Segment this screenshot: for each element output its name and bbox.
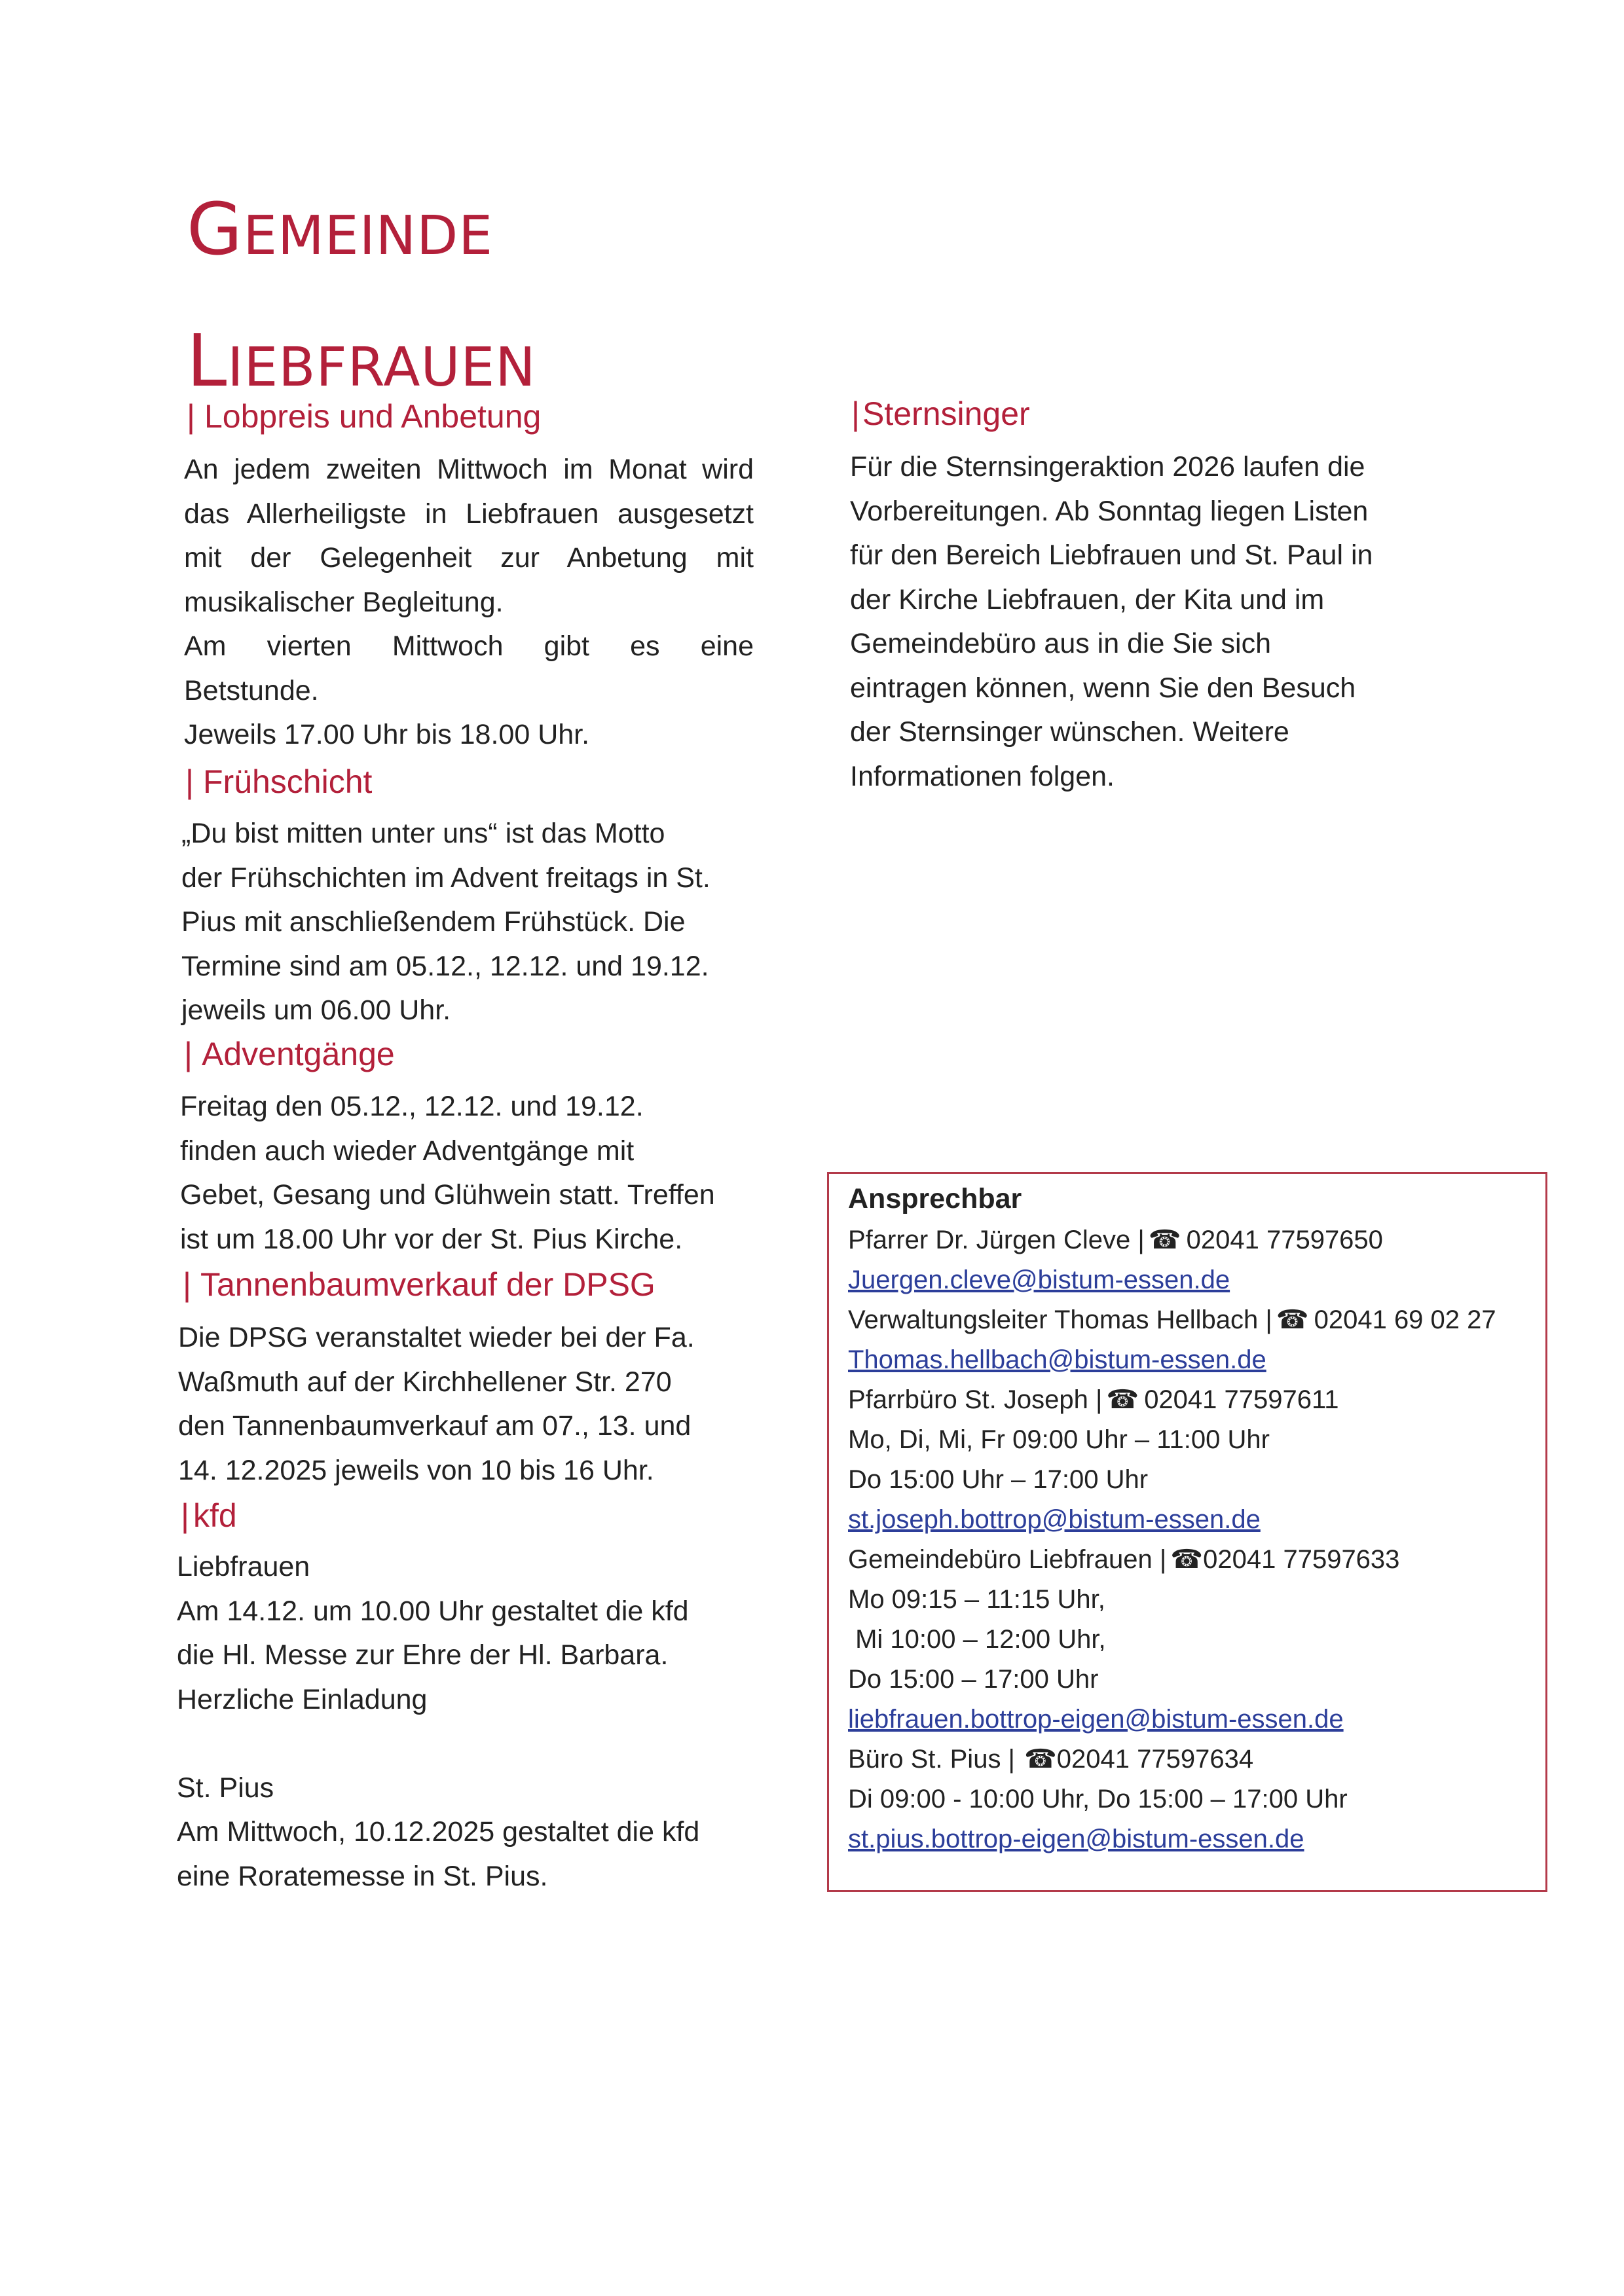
paragraph-kfd: Liebfrauen Am 14.12. um 10.00 Uhr gestaltet die kfd die Hl. Messe zur Ehre der Hl. Barbara. Herzliche Einladung St. Pius Am Mittwoch, 10.12.2025 gestaltet die kfd eine Roratemesse in St. Pius. xyxy=(177,1551,700,1892)
phone-icon: ☎ xyxy=(1024,1745,1057,1774)
heading-kfd: | kfd xyxy=(181,1497,237,1534)
contact-info xyxy=(848,1177,1496,1859)
hours-pfarrbuero-1: Mo, Di, Mi, Fr 09:00 Uhr – 11:00 Uhr xyxy=(848,1425,1270,1454)
heading-sternsinger: |Sternsinger xyxy=(851,395,1030,432)
hours-gemeindebuero-1: Mo 09:15 – 11:15 Uhr, xyxy=(848,1585,1105,1614)
contact-verwaltung: Verwaltungsleiter Thomas Hellbach | ☎ 02041 69 02 27 xyxy=(848,1305,1496,1334)
phone-icon: ☎ xyxy=(1170,1545,1204,1574)
paragraph-fruehschicht: „Du bist mitten unter uns“ ist das Motto der Frühschichten im Advent freitags in St. Pius mit anschließendem Frühstück. Die Termine sind am 05.12., 12.12. und 19.12. jeweils um 06.00 Uhr. xyxy=(181,818,710,1026)
hours-gemeindebuero-3: Do 15:00 – 17:00 Uhr xyxy=(848,1665,1099,1694)
contact-pfarrbuero: Pfarrbüro St. Joseph | ☎ 02041 77597611 xyxy=(848,1385,1339,1414)
email-link-verwaltung[interactable]: Thomas.hellbach@bistum-essen.de xyxy=(848,1345,1266,1374)
heading-fruehschicht: | Frühschicht xyxy=(185,763,373,800)
contact-gemeindebuero: Gemeindebüro Liebfrauen | ☎02041 77597633 xyxy=(848,1545,1400,1574)
contact-pfarrer: Pfarrer Dr. Jürgen Cleve | ☎ 02041 77597650 xyxy=(848,1226,1383,1254)
heading-lobpreis: | Lobpreis und Anbetung xyxy=(187,398,542,435)
email-link-gemeindebuero[interactable]: liebfrauen.bottrop-eigen@bistum-essen.de xyxy=(848,1705,1344,1734)
paragraph-sternsinger: Für die Sternsingeraktion 2026 laufen die Vorbereitungen. Ab Sonntag liegen Listen für den Bereich Liebfrauen und St. Paul in der Kirche Liebfrauen, der Kita und im Gemeindebüro aus in die Sie sich eintragen können, wenn Sie den Besuch der Sternsinger wünschen. Weitere Informationen folgen. xyxy=(850,451,1373,792)
hours-pfarrbuero-2: Do 15:00 Uhr – 17:00 Uhr xyxy=(848,1465,1149,1494)
hours-pius: Di 09:00 - 10:00 Uhr, Do 15:00 – 17:00 Uhr xyxy=(848,1785,1348,1813)
paragraph-tannenbaum: Die DPSG veranstaltet wieder bei der Fa. Waßmuth auf der Kirchhellener Str. 270 den Tannenbaumverkauf am 07., 13. und 14. 12.2025 jeweils von 10 bis 16 Uhr. xyxy=(178,1322,695,1486)
contact-heading: Ansprechbar xyxy=(848,1183,1022,1214)
paragraph-lobpreis: An jedem zweiten Mittwoch im Monat wird das Allerheiligste in Liebfrauen ausgesetzt mit der Gelegenheit zur Anbetung mit musikalischer Begleitung. Am vierten Mittwoch gibt es eine Betstunde. Jeweils 17.00 Uhr bis 18.00 Uhr. xyxy=(184,454,754,750)
contact-pius: Büro St. Pius | ☎02041 77597634 xyxy=(848,1745,1254,1774)
phone-icon: ☎ xyxy=(1106,1385,1139,1414)
paragraph-adventgaenge: Freitag den 05.12., 12.12. und 19.12. finden auch wieder Adventgänge mit Gebet, Gesang und Glühwein statt. Treffen ist um 18.00 Uhr vor der St. Pius Kirche. xyxy=(180,1091,715,1255)
heading-tannenbaum: | Tannenbaumverkauf der DPSG xyxy=(183,1266,655,1303)
title-line-2: LIEBFRAUEN xyxy=(187,319,536,403)
email-link-pfarrbuero[interactable]: st.joseph.bottrop@bistum-essen.de xyxy=(848,1505,1261,1534)
heading-adventgaenge: | Adventgänge xyxy=(184,1036,395,1072)
email-link-pius[interactable]: st.pius.bottrop-eigen@bistum-essen.de xyxy=(848,1825,1304,1853)
page-title xyxy=(187,167,536,430)
email-link-pfarrer[interactable]: Juergen.cleve@bistum-essen.de xyxy=(848,1266,1230,1294)
title-line-1: GEMEINDE xyxy=(187,187,494,271)
hours-gemeindebuero-2: Mi 10:00 – 12:00 Uhr, xyxy=(848,1625,1106,1654)
phone-icon: ☎ xyxy=(1148,1226,1181,1254)
phone-icon: ☎ xyxy=(1276,1305,1309,1334)
